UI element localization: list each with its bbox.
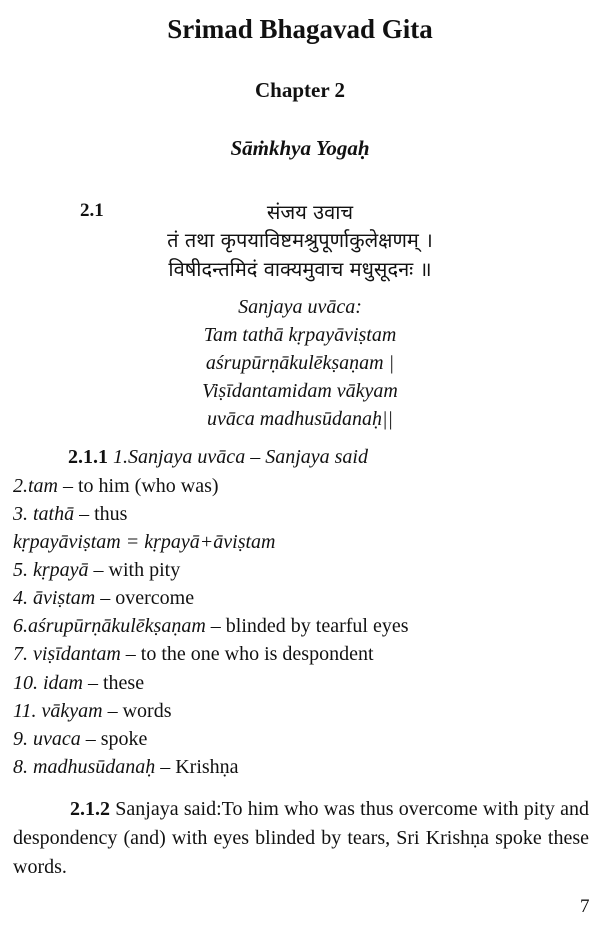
gloss-item — [13, 672, 144, 695]
gloss-meaning: – overcome — [95, 587, 195, 609]
gloss-term: 2.tam — [13, 475, 58, 497]
gloss-term: 5. kṛpayā — [13, 559, 89, 581]
gloss-term: 9. uvaca — [13, 728, 81, 750]
gloss-item — [13, 587, 194, 610]
gloss-item — [13, 728, 147, 751]
gloss-term: 8. madhusūdanaḥ — [13, 756, 156, 778]
section-heading-text: 1.Sanjaya uvāca – Sanjaya said — [113, 446, 368, 468]
word-meaning-heading — [68, 446, 368, 469]
gloss-meaning: – these — [83, 672, 145, 694]
devanagari-line: तं तथा कृपयाविष्टमश्रुपूर्णाकुलेक्षणम् । — [167, 228, 433, 252]
transliteration-line: Viṣīdantamidam vākyam — [202, 380, 398, 402]
gloss-meaning: – blinded by tearful eyes — [205, 615, 409, 637]
gloss-meaning: – to him (who was) — [58, 475, 219, 497]
page-number: 7 — [580, 896, 590, 917]
gloss-item — [13, 615, 408, 638]
gloss-meaning: – to the one who is despondent — [120, 643, 374, 665]
gloss-meaning: – Krishṇa — [155, 756, 239, 778]
translation-paragraph — [13, 795, 589, 882]
transliteration-line: Sanjaya uvāca: — [238, 296, 362, 318]
section-number: 2.1.1 — [68, 446, 108, 468]
transliteration-line: aśrupūrṇākulēkṣaṇam | — [205, 352, 395, 374]
gloss-meaning: – with pity — [88, 559, 181, 581]
translation-text: Sanjaya said:To him who was thus overcome with pity and despondency (and) with eyes blinded by tears, Sri Krishṇa spoke these words. — [13, 798, 589, 878]
chapter-heading: Chapter 2 — [254, 78, 346, 102]
gloss-item — [13, 559, 180, 582]
gloss-item — [13, 700, 171, 723]
chapter-name: Sāṁkhya Yogaḥ — [230, 136, 370, 160]
gloss-item — [13, 503, 127, 526]
gloss-item — [13, 531, 276, 554]
gloss-meaning: – spoke — [80, 728, 148, 750]
gloss-term: kṛpayāviṣtam = kṛpayā+āviṣtam — [13, 531, 276, 553]
gloss-term: 6.aśrupūrṇākulēkṣaṇam — [13, 615, 206, 637]
gloss-term: 10. idam — [13, 672, 83, 694]
gloss-term: 11. vākyam — [13, 700, 103, 722]
gloss-term: 4. āviṣtam — [13, 587, 96, 609]
book-title: Srimad Bhagavad Gita — [167, 14, 433, 44]
transliteration-line: uvāca madhusūdanaḥ|| — [207, 408, 393, 430]
gloss-item — [13, 643, 374, 666]
gloss-term: 7. viṣīdantam — [13, 643, 121, 665]
gloss-term: 3. tathā — [13, 503, 75, 525]
translation-number: 2.1.2 — [70, 798, 110, 820]
devanagari-line: विषीदन्तमिदं वाक्यमुवाच मधुसूदनः ॥ — [168, 257, 432, 281]
gloss-item — [13, 756, 239, 779]
verse-number: 2.1 — [80, 200, 104, 221]
transliteration-line: Tam tathā kṛpayāviṣtam — [203, 324, 397, 346]
gloss-item — [13, 475, 219, 498]
devanagari-line: संजय उवाच — [266, 200, 354, 224]
gloss-meaning: – words — [102, 700, 172, 722]
gloss-meaning: – thus — [74, 503, 128, 525]
